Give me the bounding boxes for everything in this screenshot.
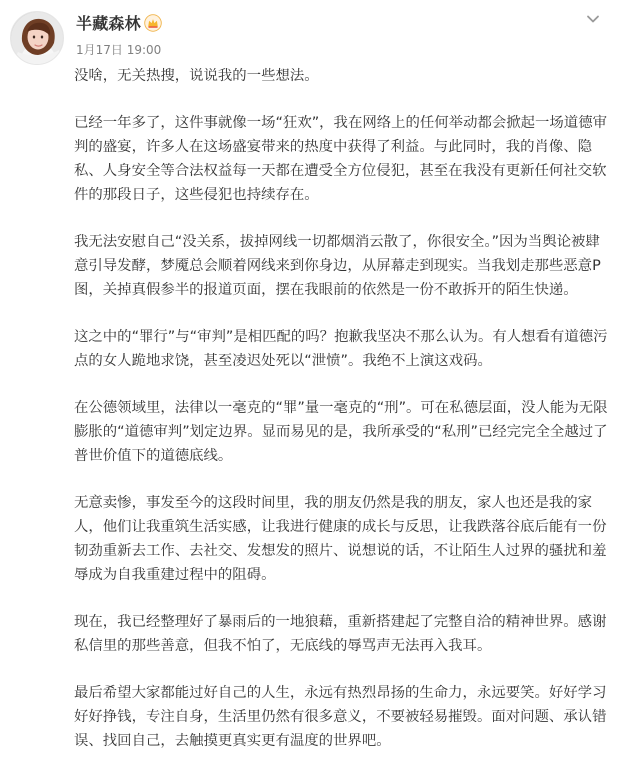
username[interactable]: 半藏森林 xyxy=(76,14,141,33)
avatar[interactable] xyxy=(10,11,64,65)
post-content xyxy=(74,64,614,776)
post-timestamp[interactable]: 1月17日 19:00 xyxy=(76,43,162,57)
post-paragraph-2: 已经一年多了，这件事就像一场“狂欢”，我在网络上的任何举动都会掀起一场道德审判的盛宴，许多人在这场盛宴带来的热度中获得了利益。与此同时，我的肖像、隐私、人身安全等合法权益每一天都在遭受全方位侵犯，甚至在我没有更新任何社交软件的那段日子，这些侵犯也持续存在。 xyxy=(74,115,607,203)
post-paragraph-8: 最后希望大家都能过好自己的人生，永远有热烈昂扬的生命力，永远要笑。好好学习好好挣钱，专注自身，生活里仍然有很多意义，不要被轻易摧毁。面对问题、承认错误、找回自己，去触摸更真实更有温度的世界吧。 xyxy=(74,685,607,749)
post-paragraph-7: 现在，我已经整理好了暴雨后的一地狼藉，重新搭建起了完整自洽的精神世界。感谢私信里的那些善意，但我不怕了，无底线的辱骂声无法再入我耳。 xyxy=(74,614,607,654)
post-paragraph-1: 没啥，无关热搜，说说我的一些想法。 xyxy=(74,68,319,84)
post-paragraph-6: 无意卖惨，事发至今的这段时间里，我的朋友仍然是我的朋友，家人也还是我的家人，他们让我重筑生活实感，让我进行健康的成长与反思，让我跌落谷底后能有一份韧劲重新去工作、去社交、发想发的照片、说想说的话，不让陌生人过界的骚扰和羞辱成为自我重建过程中的阻碍。 xyxy=(74,495,607,583)
avatar-photo-icon xyxy=(11,12,64,65)
post-paragraph-3: 我无法安慰自己“没关系，拔掉网线一切都烟消云散了，你很安全。”因为当舆论被肆意引导发酵，梦魇总会顺着网线来到你身边，从屏幕走到现实。当我划走那些恶意P图，关掉真假参半的报道页面，摆在我眼前的依然是一份不敢拆开的陌生快递。 xyxy=(74,234,601,298)
post-paragraph-4: 这之中的“罪行”与“审判”是相匹配的吗？抱歉我坚决不那么认为。有人想看有道德污点的女人跪地求饶，甚至凌迟处死以“泄愤”。我绝不上演这戏码。 xyxy=(74,329,608,369)
chevron-down-icon[interactable] xyxy=(584,10,602,28)
post-paragraph-5: 在公德领域里，法律以一毫克的“罪”量一毫克的“刑”。可在私德层面，没人能为无限膨胀的“道德审判”划定边界。显而易见的是，我所承受的“私刑”已经完完全全越过了普世价值下的道德底线。 xyxy=(74,400,608,464)
crown-icon xyxy=(144,14,162,32)
